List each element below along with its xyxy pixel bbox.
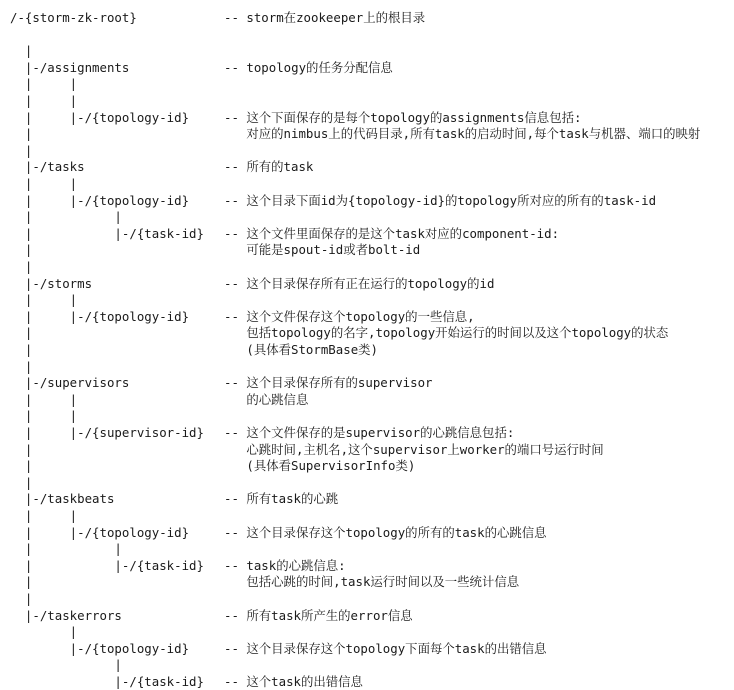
- tree-path: |: [10, 126, 33, 142]
- tree-description: -- 这个下面保存的是每个topology的assignments信息包括:: [224, 109, 582, 125]
- tree-description: -- 这个目录保存所有的supervisor: [224, 375, 433, 391]
- tree-description: -- 所有的task: [224, 159, 314, 175]
- tree-path: /-{storm-zk-root}: [10, 10, 137, 25]
- tree-path: |: [10, 242, 33, 258]
- tree-path: | |: [10, 76, 78, 92]
- tree-path: |: [10, 43, 33, 59]
- tree-path: |: [10, 259, 33, 274]
- tree-path: | |: [10, 541, 122, 557]
- tree-description: (具体看StormBase类): [224, 342, 378, 357]
- tree-path: |-/{topology-id}: [10, 640, 190, 656]
- tree-path: |-/taskerrors: [10, 607, 122, 623]
- tree-description: -- 这个文件保存的是supervisor的心跳信息包括:: [224, 425, 515, 440]
- tree-path: | |: [10, 209, 122, 225]
- tree-path: |: [10, 342, 33, 357]
- tree-path: | |-/{topology-id}: [10, 524, 190, 540]
- tree-path: |: [10, 358, 33, 374]
- tree-description: 包括topology的名字,topology开始运行的时间以及这个topology的状态: [224, 325, 669, 341]
- tree-path: |-/tasks: [10, 159, 85, 175]
- tree-path: |: [10, 441, 33, 457]
- tree-description: -- storm在zookeeper上的根目录: [224, 10, 426, 25]
- tree-description: -- 所有task所产生的error信息: [224, 607, 413, 623]
- tree-path: |: [10, 325, 33, 341]
- tree-path: | |-/{topology-id}: [10, 109, 190, 125]
- tree-description: -- topology的任务分配信息: [224, 59, 393, 75]
- tree-path: | |-/{task-id}: [10, 225, 204, 241]
- tree-path: | |: [10, 176, 78, 191]
- tree-path: |-/supervisors: [10, 375, 130, 391]
- tree-description: -- 这个文件保存这个topology的一些信息,: [224, 308, 475, 324]
- tree-path: | |: [10, 391, 78, 407]
- tree-path: | |: [10, 93, 78, 108]
- tree-description: 包括心跳的时间,task运行时间以及一些统计信息: [224, 574, 520, 590]
- tree-path: |: [10, 574, 33, 590]
- tree-description: (具体看SupervisorInfo类): [224, 458, 416, 474]
- tree-path: | |-/{task-id}: [10, 557, 204, 573]
- tree-path: |: [10, 458, 33, 474]
- tree-path: |-/storms: [10, 275, 93, 291]
- tree-path: |: [10, 474, 33, 490]
- tree-path: | |-/{topology-id}: [10, 192, 190, 208]
- tree-description: -- 所有task的心跳: [224, 491, 339, 507]
- tree-description: 可能是spout-id或者bolt-id: [224, 242, 421, 258]
- tree-path: |: [10, 591, 33, 606]
- tree-path: |: [10, 624, 78, 640]
- tree-description: -- 这个目录保存这个topology的所有的task的心跳信息: [224, 524, 547, 540]
- tree-path: | |: [10, 292, 78, 308]
- tree-description: 对应的nimbus上的代码目录,所有task的启动时间,每个task与机器、端口的映射: [224, 126, 701, 142]
- tree-path: |: [10, 657, 122, 673]
- tree-description: -- 这个目录保存这个topology下面每个task的出错信息: [224, 640, 547, 656]
- tree-description: 的心跳信息: [224, 391, 309, 407]
- tree-description: -- 这个task的出错信息: [224, 674, 363, 689]
- tree-path: | |-/{supervisor-id}: [10, 425, 204, 440]
- tree-path: | |: [10, 408, 78, 424]
- tree-description: -- 这个目录下面id为{topology-id}的topology所对应的所有的task-id: [224, 192, 657, 208]
- tree-description: 心跳时间,主机名,这个supervisor上worker的端口号运行时间: [224, 441, 604, 457]
- tree-description: -- task的心跳信息:: [224, 557, 346, 573]
- tree-path: | |: [10, 508, 78, 523]
- tree-description: -- 这个文件里面保存的是这个task对应的component-id:: [224, 225, 560, 241]
- tree-path: | |-/{topology-id}: [10, 308, 190, 324]
- tree-path: |-/assignments: [10, 59, 130, 75]
- tree-path: |: [10, 142, 33, 158]
- tree-path: |-/taskbeats: [10, 491, 115, 507]
- tree-path: |-/{task-id}: [10, 674, 204, 689]
- tree-description: -- 这个目录保存所有正在运行的topology的id: [224, 275, 495, 291]
